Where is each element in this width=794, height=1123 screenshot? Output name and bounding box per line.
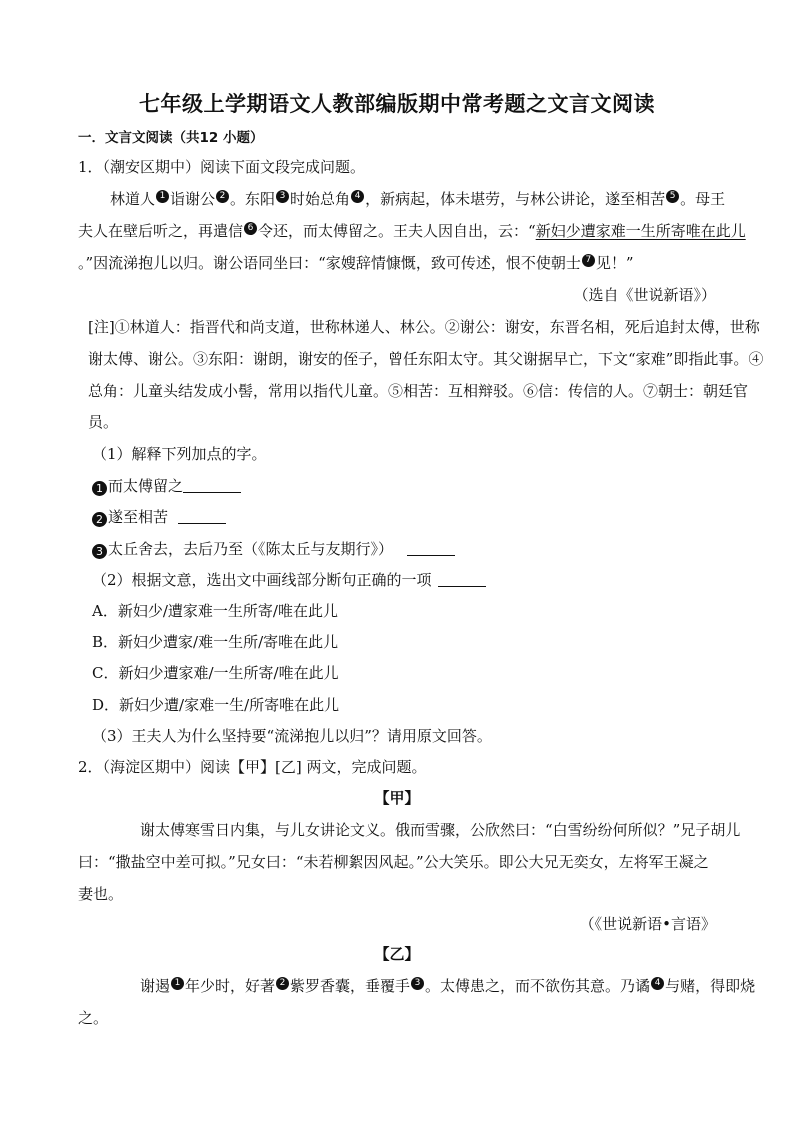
passage-1-source: （选自《世说新语》） (573, 286, 716, 304)
option-d[interactable]: D．新妇少遭/家难一生/所寄唯在此儿 (92, 696, 340, 714)
notes-line-2: 谢太傅、谢公。③东阳：谢朗，谢安的侄子，曾任东阳太守。其父谢据早亡，下文“家难”即指此事。④ (88, 350, 764, 368)
yi-note-marker-2: 2 (276, 977, 289, 990)
sub-question-1-item-2: 2 遂至相苦 (92, 507, 226, 527)
answer-blank-3[interactable] (407, 541, 455, 556)
yi-note-marker-4: 4 (651, 977, 664, 990)
item-number-3: 3 (92, 544, 107, 559)
answer-blank-2[interactable] (178, 509, 226, 524)
note-marker-2: 2 (216, 190, 229, 203)
passage-jia-heading: 【甲】 (374, 789, 420, 807)
sub-question-2: （2）根据文意，选出文中画线部分断句正确的一项 (92, 570, 486, 590)
notes-line-4: 员。 (88, 413, 119, 431)
underlined-sentence: 新妇少遭家难一生所寄唯在此儿 (535, 222, 746, 240)
answer-blank-1[interactable] (183, 478, 241, 493)
notes-line-3: 总角：儿童头结发成小髻，常用以指代儿童。⑤相苦：互相辩驳。⑥信：传信的人。⑦朝士：朝廷官 (88, 382, 749, 400)
passage-yi-heading: 【乙】 (374, 945, 420, 963)
sub-question-1-item-1: 1 而太傅留之 (92, 476, 241, 496)
passage-jia-source: （《世说新语•言语》 (579, 915, 716, 933)
sub-question-1: （1）解释下列加点的字。 (92, 445, 267, 463)
answer-blank-4[interactable] (438, 572, 486, 587)
option-a[interactable]: A．新妇少/遭家难一生所寄/唯在此儿 (92, 602, 338, 620)
item-number-2: 2 (92, 512, 107, 527)
sub-question-3: （3）王夫人为什么坚持要“流涕抱儿以归”？请用原文回答。 (92, 727, 492, 745)
yi-note-marker-3: 3 (411, 977, 424, 990)
passage-yi-line-1: 谢遏 1 年少时，好著 2 紫罗香囊，垂覆手 3 。太傅患之，而不欲伤其意。乃谲 4 与赌，得即烧 (140, 977, 756, 995)
passage-jia-line-2: 曰：“撒盐空中差可拟。”兄女曰：“未若柳絮因风起。”公大笑乐。即公大兄无奕女，左将军王凝之 (78, 853, 709, 871)
item-number-1: 1 (92, 481, 107, 496)
page-title: 七年级上学期语文人教部编版期中常考题之文言文阅读 (139, 92, 655, 116)
note-marker-7: 7 (582, 254, 595, 267)
passage-jia-line-1: 谢太傅寒雪日内集，与儿女讲论文义。俄而雪骤，公欣然曰：“白雪纷纷何所似？”兄子胡儿 (140, 821, 741, 839)
passage-1-line-1: 林道人 1 诣谢公 2 。东阳 3 时始总角 4 ，新病起，体未堪劳，与林公讲论，遂至相苦 5 。母王 (110, 190, 726, 208)
sub-question-1-item-3: 3 太丘舍去，去后乃至（《陈太丘与友期行》） (92, 539, 455, 559)
note-marker-4: 4 (351, 190, 364, 203)
yi-note-marker-1: 1 (171, 977, 184, 990)
note-marker-5: 5 (666, 190, 679, 203)
passage-1-line-3: 。”因流涕抱儿以归。谢公语同坐曰：“家嫂辞情慷慨，致可传述，恨不使朝士 7 见！” (78, 254, 634, 272)
question-1-stem: 1．（潮安区期中）阅读下面文段完成问题。 (78, 158, 366, 176)
passage-jia-line-3: 妻也。 (78, 885, 124, 903)
note-marker-3: 3 (276, 190, 289, 203)
question-2-stem: 2．（海淀区期中）阅读【甲】[乙] 两文，完成问题。 (78, 758, 427, 776)
option-b[interactable]: B．新妇少遭家/难一生所/寄唯在此儿 (92, 633, 339, 651)
passage-yi-line-2: 之。 (78, 1009, 109, 1027)
section-heading: 一．文言文阅读（共12 小题） (78, 130, 264, 146)
passage-1-line-2: 夫人在壁后听之，再遣信 6 令还，而太傅留之。王夫人因自出，云：“新妇少遭家难一生所寄唯在此儿 (78, 222, 746, 240)
note-marker-6: 6 (244, 222, 257, 235)
note-marker-1: 1 (156, 190, 169, 203)
notes-line-1: [注]①林道人：指晋代和尚支道，世称林递人、林公。②谢公：谢安，东晋名相，死后追封太傅，世称 (88, 318, 760, 336)
option-c[interactable]: C．新妇少遭家难/一生所寄/唯在此儿 (92, 664, 339, 682)
